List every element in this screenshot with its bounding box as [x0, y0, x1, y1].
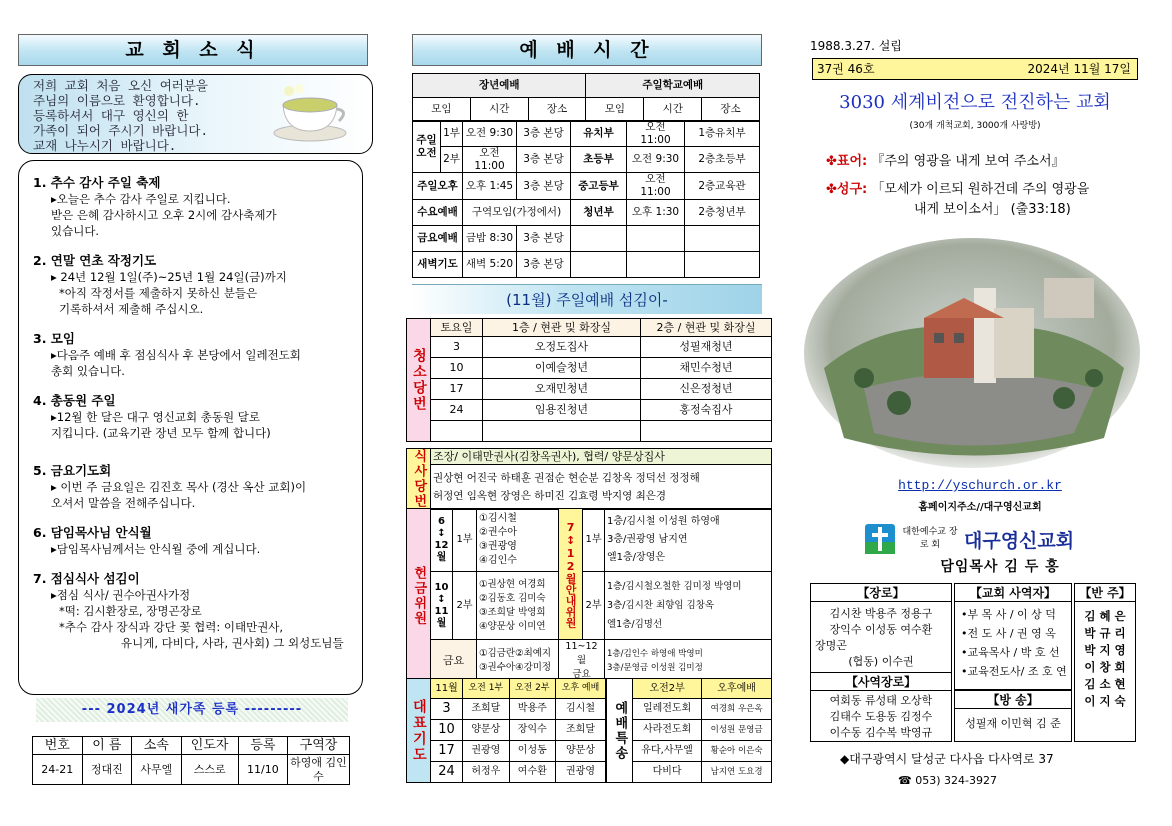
news-line: 유니게, 다비다, 사라, 권사회) 그 외성도님들 — [121, 636, 344, 650]
news-line: *아직 작정서를 제출하지 못하신 분들은 — [59, 286, 258, 300]
table-header: 시간 — [470, 98, 528, 122]
table-cell: 24 — [431, 400, 483, 421]
table-cell — [641, 421, 772, 442]
welcome-line: 등록하셔서 대구 영신의 한 — [33, 108, 189, 123]
worship-header: 예 배 시 간 — [412, 34, 762, 66]
table-cell: 3 — [431, 699, 463, 720]
table-cell: 청년부 — [571, 199, 627, 225]
name-line: 장명곤 — [815, 639, 847, 652]
broadcast-box — [954, 690, 1072, 742]
name-line: 3층/문영금 이성원 김미정 — [607, 663, 703, 673]
box-title: 【사역장로】 — [811, 673, 951, 691]
table-cell: 초등부 — [571, 147, 627, 173]
news-title: 5. 금요기도회 — [33, 463, 112, 478]
table-header: 오후 예배 — [556, 679, 606, 699]
table-cell: 허정우 — [463, 762, 509, 783]
box-title: 【반 주】 — [1075, 584, 1135, 602]
table-cell: 사무엘 — [132, 755, 181, 785]
table-cell: 2부 — [441, 147, 463, 173]
cleaning-table — [406, 318, 772, 442]
table-cell — [685, 225, 760, 251]
name-line: 금요 — [572, 669, 591, 680]
name-line: 1층/김시철 이성원 하영애 — [607, 516, 720, 527]
table-cell: 17 — [431, 741, 463, 762]
news-title: 4. 총동원 주일 — [33, 393, 116, 408]
table-cell: 3 — [431, 337, 483, 358]
name-line: 박 규 리 — [1084, 626, 1126, 640]
name-line: ②김동호 김미숙 — [479, 592, 546, 604]
table-cell: 금요예배 — [413, 225, 463, 251]
name-line: 3층/김시찬 최향임 김창옥 — [607, 600, 715, 611]
news-header: 교 회 소 식 — [18, 34, 368, 66]
table-header: 이 름 — [82, 737, 131, 755]
new-family-table — [32, 736, 350, 785]
table-cell: 이성원 문영금 — [702, 720, 772, 741]
table-header: 모임 — [413, 98, 471, 122]
sign-line — [826, 150, 1065, 169]
table-cell — [685, 251, 760, 277]
news-line: *추수 감사 장식과 강단 꽃 협력: 이태만권사, — [59, 620, 284, 634]
table-cell: 오전 11:00 — [627, 121, 685, 147]
guide-label: 7↕12월안내위원 — [559, 509, 583, 640]
table-cell: 금밤 8:30 — [463, 225, 517, 251]
meal-table — [406, 448, 772, 510]
name-line: 장익수 이성동 여수환 — [829, 623, 933, 636]
name-line: 이 창 희 — [1084, 660, 1126, 674]
group-header: 주일학교예배 — [586, 74, 760, 98]
table-cell: 여수환 — [509, 762, 555, 783]
news-list — [18, 160, 363, 695]
name-line: (협동) 이수권 — [848, 655, 914, 668]
cleaning-label: 청소당번 — [407, 319, 431, 442]
welcome-line: 교재 나누시기 바랍니다. — [33, 138, 177, 153]
name-line: 11~12월 — [565, 641, 598, 666]
welcome-line: 저희 교회 처음 오신 여러분을 — [33, 78, 209, 93]
table-cell — [571, 225, 627, 251]
table-cell: 10 — [431, 720, 463, 741]
table-cell: 양문상 — [556, 741, 606, 762]
table-cell: 6 ↕ 12 월 — [431, 509, 453, 572]
table-header: 모임 — [586, 98, 644, 122]
table-header: 오후예배 — [702, 679, 772, 699]
verse-line-2: 내게 보이소서」 (출33:18) — [914, 202, 1071, 217]
name-line: 여회동 류성태 오상학 — [829, 694, 933, 707]
table-header: 소속 — [132, 737, 181, 755]
new-family-title: --- 2024년 새가족 등록 --------- — [36, 698, 348, 722]
table-cell: 3층 본당 — [517, 225, 571, 251]
table-cell: 남지연 도요경 — [702, 762, 772, 783]
group-header: 장년예배 — [413, 74, 586, 98]
sign-label: ✤표어: — [826, 154, 868, 169]
church-logo — [865, 524, 895, 554]
news-line: ▸ 이번 주 금요일은 김진호 목사 (경산 옥산 교회)이 — [51, 480, 307, 494]
table-cell: 1부 — [583, 509, 605, 572]
table-cell: 조희달 — [463, 699, 509, 720]
table-cell: 채민수청년 — [641, 358, 772, 379]
name-line: ②권수아 — [479, 527, 517, 538]
table-cell: 오전 9:30 — [463, 121, 517, 147]
name-line: 1층/김시철오철한 김미정 박영미 — [607, 581, 742, 592]
news-line: ▸ 24년 12월 1일(주)~25년 1월 24일(금)까지 — [51, 270, 287, 284]
table-cell: 10 — [431, 358, 483, 379]
news-line: ▸12월 한 달은 대구 영신교회 총동원 달로 — [51, 410, 260, 424]
table-header: 토요일 — [431, 319, 483, 337]
table-header: 2층 / 현관 및 화장실 — [641, 319, 772, 337]
table-header: 장소 — [702, 98, 760, 122]
table-cell: 사라전도회 — [633, 720, 702, 741]
box-title: 【방 송】 — [955, 691, 1071, 709]
welcome-line: 가족이 되어 주시기 바랍니다. — [33, 123, 209, 138]
meal-line: 허정연 임옥현 장영은 하미진 김효령 박지영 최은경 — [433, 490, 667, 503]
news-line: ▸점심 식사/ 권수아권사가정 — [51, 588, 191, 602]
prayer-table — [406, 678, 606, 783]
table-header: 등록 — [238, 737, 287, 755]
welcome-line: 주님의 이름으로 환영합니다. — [33, 93, 201, 108]
issue-date: 2024년 11월 17일 — [1027, 62, 1131, 76]
table-cell: 오전11:00 — [463, 147, 517, 173]
table-cell: 오후 1:30 — [627, 199, 685, 225]
offering-label: 헌금위원 — [407, 509, 431, 683]
table-cell: 3층 본당 — [517, 173, 571, 199]
name-line: ①김금란②최예지 — [479, 648, 552, 659]
name-line: •교육전도사/ 조 호 연 — [961, 665, 1067, 678]
deacons-box — [810, 672, 952, 742]
table-cell: 수요예배 — [413, 199, 463, 225]
news-line: ▸담임목사님께서는 안식월 중에 계십니다. — [51, 542, 261, 556]
table-cell: 홍정숙집사 — [641, 400, 772, 421]
name-line: 3층/권광영 남지연 — [607, 534, 688, 545]
news-line: 총회 있습니다. — [51, 364, 125, 378]
news-title: 1. 추수 감사 주일 축제 — [33, 175, 161, 190]
table-cell: 김시철 — [556, 699, 606, 720]
name-line: 김시찬 박용주 정용구 — [829, 607, 933, 620]
news-title: 7. 점심식사 섬김이 — [33, 571, 140, 586]
name-line: ③권수아④강미정 — [479, 662, 552, 673]
homepage-url[interactable]: http://yschurch.or.kr — [898, 478, 1062, 493]
table-cell — [627, 225, 685, 251]
name-line: ③조희달 박영희 — [479, 606, 546, 618]
name-line: •부 목 사 / 이 상 덕 — [961, 608, 1056, 621]
news-line: ▸오늘은 추수 감사 주일로 지킵니다. — [51, 192, 231, 206]
news-title: 2. 연말 연초 작정기도 — [33, 253, 157, 268]
table-cell: 구역모임(가정에서) — [463, 199, 571, 225]
table-cell: 하영애 김인수 — [288, 755, 350, 785]
table-cell: 일레전도회 — [633, 699, 702, 720]
welcome-box — [18, 74, 373, 154]
table-header: 장소 — [528, 98, 586, 122]
table-cell: 황순아 이은숙 — [702, 741, 772, 762]
table-cell: 주일오후 — [413, 173, 463, 199]
elders-box — [810, 583, 952, 673]
table-cell: 금요 — [431, 640, 477, 683]
church-name: 대구영신교회 — [964, 530, 1075, 552]
worship-table — [412, 73, 760, 122]
name-line: 김 혜 은 — [1084, 609, 1126, 623]
news-line: 지킵니다. (교육기관 장년 모두 함께 합니다) — [51, 426, 271, 440]
name-line: 엘1층/김명선 — [607, 619, 663, 630]
news-line: 있습니다. — [51, 224, 100, 238]
table-cell: 여경희 우은옥 — [702, 699, 772, 720]
accompanist-box — [1074, 583, 1136, 742]
table-header: 오전 1부 — [463, 679, 509, 699]
table-cell: 정대진 — [82, 755, 131, 785]
table-cell: 24 — [431, 762, 463, 783]
verse-text: 「모세가 이르되 원하건데 주의 영광을 — [871, 182, 1090, 197]
table-cell: 권광영 — [463, 741, 509, 762]
pastor-name: 담임목사 김 두 홍 — [940, 559, 1060, 575]
verse-line — [826, 178, 1089, 197]
news-line: ▸다음주 예배 후 점심식사 후 본당에서 일레전도회 — [51, 348, 301, 362]
table-cell: 3층 본당 — [517, 251, 571, 277]
sign-text: 『주의 영광을 내게 보여 주소서』 — [871, 154, 1065, 169]
name-line: 이수동 김수복 박영규 — [829, 726, 933, 739]
name-line: 1층/김인수 하영애 박영미 — [607, 649, 703, 659]
table-cell: 이성동 — [509, 741, 555, 762]
table-cell — [483, 421, 641, 442]
special-label: 예배특송 — [607, 679, 633, 783]
teacup-image — [269, 81, 351, 143]
table-cell: 1부 — [441, 121, 463, 147]
table-cell: 11/10 — [238, 755, 287, 785]
meal-line: 권상현 어진국 하태훈 권점순 현순분 김창옥 정덕선 정정해 — [433, 472, 700, 485]
table-cell: 2부 — [453, 572, 477, 640]
table-cell: 중고등부 — [571, 173, 627, 199]
table-header: 시간 — [644, 98, 702, 122]
name-line: 성필재 이민혁 김 준 — [965, 717, 1061, 730]
table-cell: 유치부 — [571, 121, 627, 147]
box-title: 【교회 사역자】 — [955, 584, 1071, 602]
table-header: 인도자 — [181, 737, 238, 755]
table-cell: 이예슬청년 — [483, 358, 641, 379]
table-cell: 임용진청년 — [483, 400, 641, 421]
meal-leader: 조장/ 이태만권사(김창옥권사), 협력/ 양문상집사 — [431, 449, 772, 465]
table-cell: 권광영 — [556, 762, 606, 783]
table-cell: 스스로 — [181, 755, 238, 785]
table-cell: 1부 — [453, 509, 477, 572]
news-line: 기록하셔서 제출해 주십시오. — [59, 302, 204, 316]
name-line: ④양문상 이미연 — [479, 620, 546, 632]
name-line: ①김시철 — [479, 513, 517, 524]
table-cell: 17 — [431, 379, 483, 400]
table-header: 1층 / 현관 및 화장실 — [483, 319, 641, 337]
name-line: •교육목사 / 박 호 선 — [961, 646, 1060, 659]
news-title: 6. 담임목사님 안식월 — [33, 525, 152, 540]
name-line: •전 도 사 / 권 영 옥 — [961, 627, 1056, 640]
name-line: ③권광영 — [479, 541, 517, 552]
volume: 37권 46호 — [817, 62, 875, 76]
table-cell: 3층 본당 — [517, 147, 571, 173]
table-cell: 새벽 5:20 — [463, 251, 517, 277]
motto: 3030 세계비전으로 전진하는 교회 — [839, 92, 1111, 113]
table-cell: 주일오전 — [413, 121, 441, 173]
special-table — [606, 678, 772, 783]
table-cell: 3층 본당 — [517, 121, 571, 147]
table-cell — [627, 251, 685, 277]
news-title: 3. 모임 — [33, 331, 75, 346]
name-line: 김태수 도용동 김정수 — [829, 710, 933, 723]
table-cell — [571, 251, 627, 277]
table-header: 구역장 — [288, 737, 350, 755]
table-cell: 오재민청년 — [483, 379, 641, 400]
table-cell: 2층교육관 — [685, 173, 760, 199]
founded-date: 1988.3.27. 설립 — [810, 39, 902, 53]
issue-bar — [812, 58, 1138, 80]
name-line: ④김인수 — [479, 555, 517, 566]
homepage-note: 홈페이지주소//대구영신교회 — [918, 502, 1042, 513]
prayer-label: 대표기도 — [407, 679, 431, 783]
church-address: ◆대구광역시 달성군 다사읍 다사역로 37 — [840, 752, 1054, 766]
table-cell: 오후 1:45 — [463, 173, 517, 199]
news-line: 오셔서 말씀을 전해주십니다. — [51, 496, 196, 510]
denomination: 대한예수교 장 로 회 — [902, 527, 958, 550]
table-cell: 오전 9:30 — [627, 147, 685, 173]
table-cell: 박용주 — [509, 699, 555, 720]
table-header: 오전2부 — [633, 679, 702, 699]
table-header: 오전 2부 — [509, 679, 555, 699]
motto-sub: (30개 개척교회, 3000개 사랑방) — [909, 121, 1041, 131]
table-cell: 1층유치부 — [685, 121, 760, 147]
name-line: 박 지 영 — [1084, 643, 1126, 657]
church-phone: ☎ 053) 324-3927 — [898, 774, 997, 787]
news-line: 받은 은혜 감사하시고 오후 2시에 감사축제가 — [51, 208, 277, 222]
name-line: 이 지 숙 — [1084, 694, 1126, 708]
table-header: 11월 — [431, 679, 463, 699]
table-cell: 오정도집사 — [483, 337, 641, 358]
table-cell: 24-21 — [33, 755, 83, 785]
table-cell: 성필재청년 — [641, 337, 772, 358]
table-cell: 유다,사무엘 — [633, 741, 702, 762]
name-line: 엘1층/장영은 — [607, 552, 666, 563]
table-cell: 양문상 — [463, 720, 509, 741]
sunday-servers-title: (11월) 주일예배 섬김이- — [412, 284, 762, 314]
table-cell: 장익수 — [509, 720, 555, 741]
church-building-photo — [804, 238, 1140, 468]
name-line: 김 소 현 — [1084, 677, 1126, 691]
table-cell: 오전 11:00 — [627, 173, 685, 199]
table-cell — [431, 421, 483, 442]
worship-rows — [412, 120, 760, 278]
name-line: ①권상현 여경희 — [479, 578, 546, 590]
box-title: 【장로】 — [811, 584, 951, 602]
table-cell: 신은정청년 — [641, 379, 772, 400]
table-cell: 2부 — [583, 572, 605, 640]
ministers-box — [954, 583, 1072, 690]
table-cell: 조희달 — [556, 720, 606, 741]
table-cell: 2층청년부 — [685, 199, 760, 225]
table-header: 번호 — [33, 737, 83, 755]
news-line: *떡: 김시환장로, 장명곤장로 — [59, 604, 202, 618]
meal-label: 식사당번 — [407, 449, 431, 510]
verse-label: ✤성구: — [826, 182, 868, 197]
table-cell: 10 ↕ 11 월 — [431, 572, 453, 640]
table-cell: 다비다 — [633, 762, 702, 783]
table-cell: 새벽기도 — [413, 251, 463, 277]
table-cell: 2층초등부 — [685, 147, 760, 173]
offering-table — [406, 508, 772, 683]
